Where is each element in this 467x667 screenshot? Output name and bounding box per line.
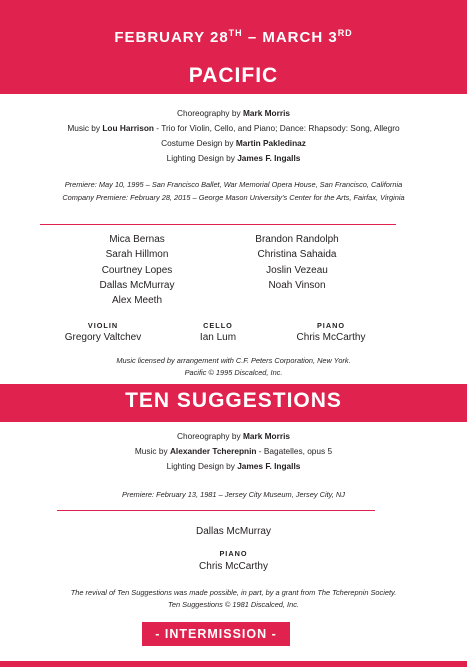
dancer-name: Christina Sahaida — [257, 249, 337, 260]
musician-role: VIOLIN — [87, 321, 119, 330]
ten-copyright: Ten Suggestions © 1981 Discalced, Inc. — [168, 600, 299, 609]
dancer-name: Brandon Randolph — [255, 234, 339, 245]
pacific-company-premiere: Company Premiere: February 28, 2015 – George Mason University's Center for the Arts, Fairfax, Virginia — [62, 193, 405, 202]
ten-pianist: Chris McCarthy — [199, 561, 268, 572]
dancer-name: Alex Meeth — [111, 295, 163, 306]
ten-music-line: Music by Alexander Tcherepnin - Bagatelles, opus 5 — [134, 446, 333, 456]
musician-name: Chris McCarthy — [296, 332, 366, 343]
musician-role: CELLO — [203, 321, 233, 330]
header-band — [0, 0, 467, 94]
ten-grant: The revival of Ten Suggestions was made possible, in part, by a grant from The Tcherepnin Society. — [70, 588, 397, 597]
dancer-name: Sarah Hillmon — [105, 249, 169, 260]
dancer-name: Dallas McMurray — [99, 280, 175, 291]
ten-premiere: Premiere: February 13, 1981 – Jersey City Museum, Jersey City, NJ — [122, 490, 345, 499]
ten-piano-role: PIANO — [219, 549, 248, 558]
pacific-lighting-line: Lighting Design by James F. Ingalls — [166, 153, 301, 163]
musician-name: Ian Lum — [199, 332, 237, 343]
intermission-label: - INTERMISSION - — [142, 622, 290, 646]
ten-divider — [57, 510, 375, 511]
dancer-name: Courtney Lopes — [101, 265, 173, 276]
musician-role: PIANO — [316, 321, 346, 330]
pacific-choreography-line: Choreography by Mark Morris — [177, 108, 290, 118]
ten-lighting-line: Lighting Design by James F. Ingalls — [166, 461, 301, 471]
performance-dates: FEBRUARY 28TH – MARCH 3RD — [114, 28, 353, 46]
pacific-title: PACIFIC — [188, 64, 279, 87]
pacific-costume-line: Costume Design by Martin Pakledinaz — [161, 138, 306, 148]
pacific-copyright: Pacific © 1995 Discalced, Inc. — [184, 368, 283, 377]
ten-suggestions-band — [0, 384, 467, 422]
dancer-name: Joslin Vezeau — [266, 265, 328, 276]
ten-suggestions-title: TEN SUGGESTIONS — [125, 389, 342, 412]
bottom-rule — [0, 661, 467, 667]
dancer-name: Mica Bernas — [109, 234, 165, 245]
pacific-divider — [40, 224, 396, 225]
pacific-music-line: Music by Lou Harrison - Trio for Violin, Cello, and Piano; Dance: Rhapsody: Song, Allegro — [67, 123, 400, 133]
ten-choreography-line: Choreography by Mark Morris — [177, 431, 290, 441]
ten-dancer: Dallas McMurray — [195, 526, 271, 537]
pacific-license: Music licensed by arrangement with C.F. Peters Corporation, New York. — [116, 356, 351, 365]
pacific-premiere: Premiere: May 10, 1995 – San Francisco Ballet, War Memorial Opera House, San Francisco, California — [64, 180, 403, 189]
dancer-name: Noah Vinson — [268, 280, 326, 291]
musician-name: Gregory Valtchev — [64, 332, 142, 343]
